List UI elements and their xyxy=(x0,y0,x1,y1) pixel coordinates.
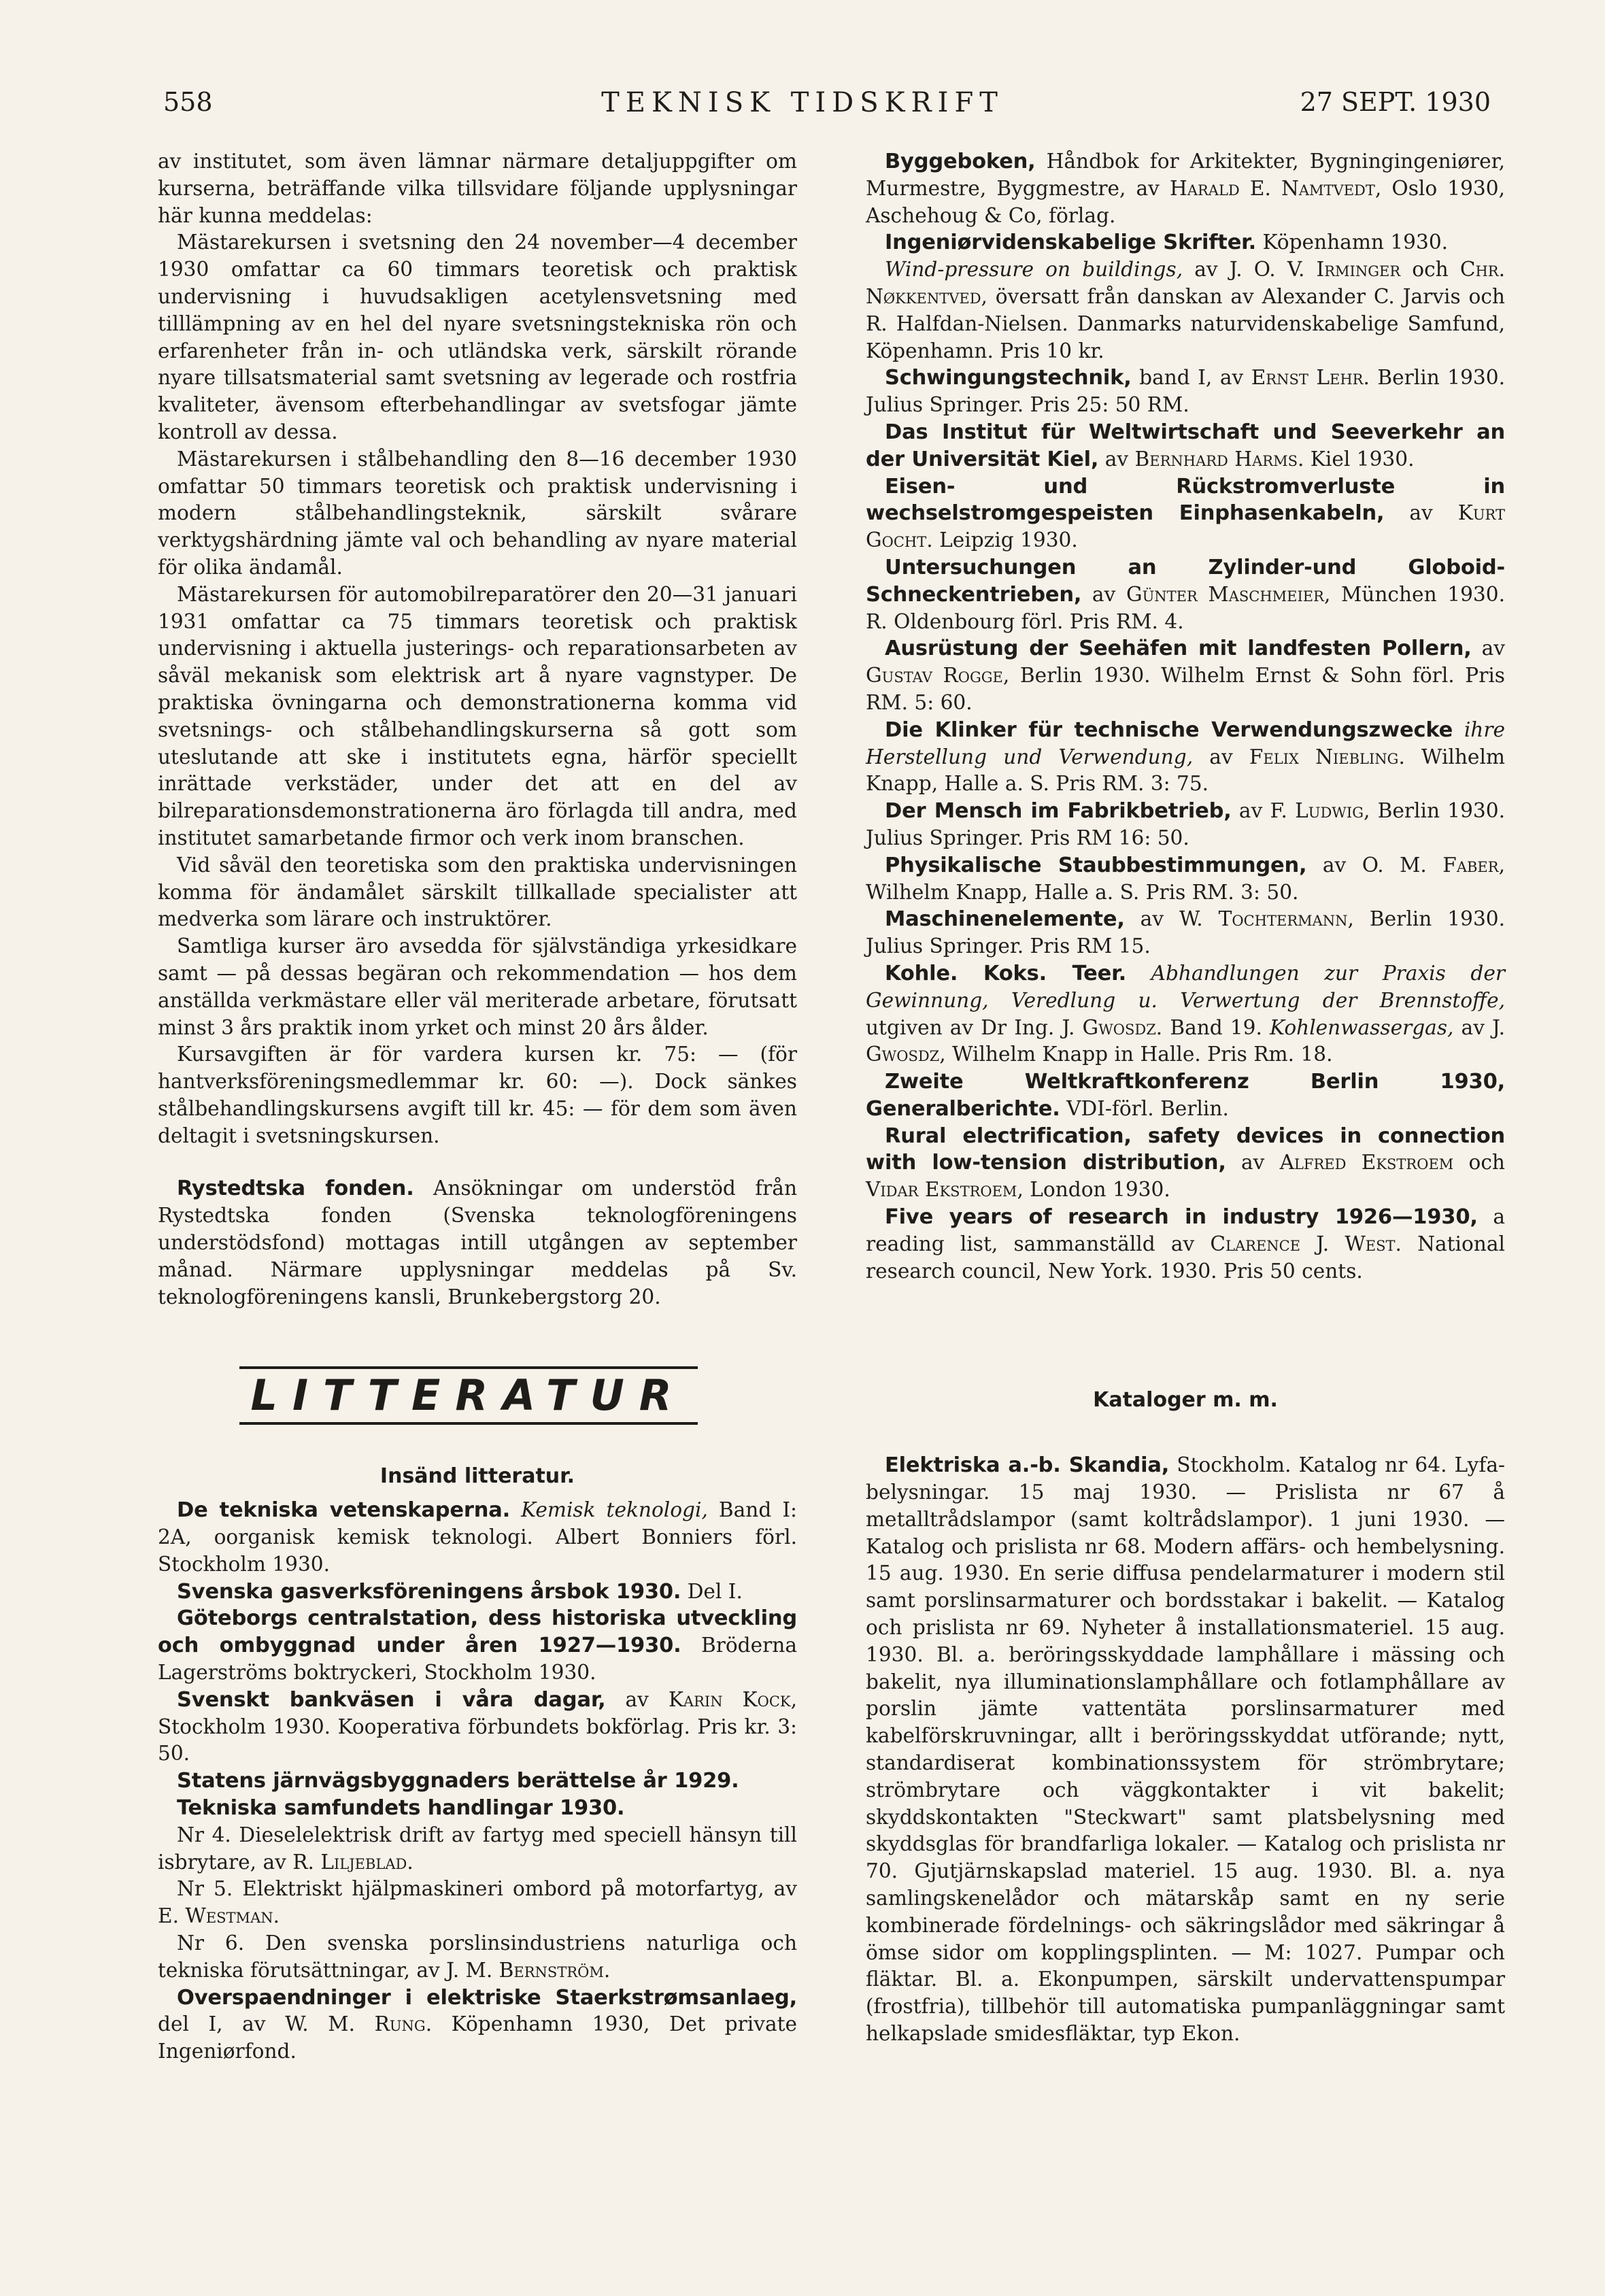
list-item: Göteborgs centralstation, dess historiska utveckling och ombyggnad under åren 1927—1930. Bröderna Lagerströms boktryckeri, Stockholm 1930. xyxy=(158,1606,797,1685)
entry-title: Rystedtska fonden. xyxy=(177,1177,414,1201)
paragraph: Mästarekursen för automobilreparatörer den 20—31 januari 1931 omfattar ca 75 timmars teoretisk och praktisk undervisning i aktuella justerings- och reparationsarbeten av såväl mekanisk som elektrisk art å nyare vagnstyper. De praktiska övningarna och demonstrationerna komma vid svetsnings- och stålbehandlingskurserna så gott som uteslutande att ske i institutets egna, härför speciellt inrättade verkstäder, under det att en del av bilreparationsdemonstrationerna äro förlagda till andra, med institutet samarbetande firmor och verk inom branschen. xyxy=(158,582,797,849)
list-item: De tekniska vetenskaperna. Kemisk teknologi, Band I: 2A, oorganisk kemisk teknologi. Albert Bonniers förl. Stockholm 1930. xyxy=(158,1498,797,1576)
list-item: Zweite Weltkraftkonferenz Berlin 1930, Generalberichte. VDI-förl. Berlin. xyxy=(866,1070,1505,1121)
subsection-title-kataloger: Kataloger m. m. xyxy=(1093,1388,1278,1413)
list-item: Nr 5. Elektriskt hjälpmaskineri ombord på motorfartyg, av E. Westman. xyxy=(158,1877,797,1928)
paragraph: Vid såväl den teoretiska som den praktiska undervisningen komma för ändamålet särskilt tillkallade specialister att medverka som lärare och instruktörer. xyxy=(158,853,797,931)
paragraph: Kursavgiften är för vardera kursen kr. 75: — (för hantverksföreningsmedlemmar kr. 60: —). Dock sänkes stålbehandlingskursens avgift till kr. 45: — för dem som även deltagit i svetsningskursen. xyxy=(158,1043,797,1147)
list-item: Nr 6. Den svenska porslinsindustriens naturliga och tekniska förutsättningar, av J. M. Bernström. xyxy=(158,1931,797,1982)
list-item: Physikalische Staubbestimmungen, av O. M. Faber, Wilhelm Knapp, Halle a. S. Pris RM. 3: 50. xyxy=(866,853,1505,904)
right-column xyxy=(866,148,1505,2048)
list-item: Ausrüstung der Seehäfen mit landfesten Pollern, av Gustav Rogge, Berlin 1930. Wilhelm Ernst & Sohn förl. Pris RM. 5: 60. xyxy=(866,637,1505,714)
issue-date: 27 SEPT. 1930 xyxy=(1300,87,1491,117)
list-item: Overspaendninger i elektriske Staerkstrømsanlaeg, del I, av W. M. Rung. Köpenhamn 1930, Det private Ingeniørfond. xyxy=(158,1985,798,2063)
list-item: Kohle. Koks. Teer. Abhandlungen zur Praxis der Gewinnung, Veredlung u. Verwertung der Brennstoffe, utgiven av Dr Ing. J. Gwosdz. Band 19. Kohlenwassergas, av J. Gwosdz, Wilhelm Knapp in Halle. Pris Rm. 18. xyxy=(866,961,1505,1066)
list-item: Tekniska samfundets handlingar 1930. xyxy=(177,1796,625,1821)
journal-title: TEKNISK TIDSKRIFT xyxy=(601,87,1004,118)
rystedt-paragraph: Rystedtska fonden. Ansökningar om understöd från Rystedtska fonden (Svenska teknologföreningens understödsfond) mottagas intill utgången av september månad. Närmare upplysningar meddelas på Sv. teknologföreningens kansli, Brunkebergstorg 20. xyxy=(158,1177,798,1309)
list-item: Ingeniørvidenskabelige Skrifter. Köpenhamn 1930. xyxy=(885,231,1449,255)
paragraph: Samtliga kurser äro avsedda för självständiga yrkesidkare samt — på dessas begäran och rekommendation — hos dem anställda verkmästare eller väl meriterade arbetare, förutsatt minst 3 års praktik inom yrket och minst 20 års ålder. xyxy=(158,934,797,1039)
list-item: Nr 4. Dieselelektrisk drift av fartyg med speciell hänsyn till isbrytare, av R. Liljeblad. xyxy=(158,1823,797,1874)
list-item: Wind-pressure on buildings, av J. O. V. Irminger och Chr. Nøkkentved, översatt från danskan av Alexander C. Jarvis och R. Halfdan-Nielsen. Danmarks naturvidenskabelige Samfund, Köpenhamn. Pris 10 kr. xyxy=(866,258,1505,362)
page-header xyxy=(0,87,1605,128)
list-item: Die Klinker für technische Verwendungszwecke ihre Herstellung und Verwendung, av Felix Niebling. Wilhelm Knapp, Halle a. S. Pris RM. 3: 75. xyxy=(866,718,1506,796)
list-item: Maschinenelemente, av W. Tochtermann, Berlin 1930. Julius Springer. Pris RM 15. xyxy=(866,907,1506,958)
page-number: 558 xyxy=(163,87,213,117)
list-item: Das Institut für Weltwirtschaft und Seeverkehr an der Universität Kiel, av Bernhard Harms. Kiel 1930. xyxy=(866,420,1505,471)
paragraph: Mästarekursen i svetsning den 24 november—4 december 1930 omfattar ca 60 timmars teoretisk och praktisk undervisning i huvudsakligen acetylensvetsning med tilllämpning av en hel del nyare svetsningstekniska rön och erfarenheter från in- och utländska verk, särskilt rörande nyare tillsatsmaterial samt svetsning av legerade och rostfria kvaliteter, ävensom efterbehandlingar av svetsfogar jämte kontroll av dessa. xyxy=(158,231,797,443)
paragraph: Mästarekursen i stålbehandling den 8—16 december 1930 omfattar 50 timmars teoretisk och praktisk undervisning i modern stålbehandlingsteknik, särskilt svårare verktygshärdning jämte val och behandling av nyare material för olika ändamål. xyxy=(158,447,797,579)
list-item: Der Mensch im Fabrikbetrieb, av F. Ludwig, Berlin 1930. Julius Springer. Pris RM 16: 50. xyxy=(866,799,1505,849)
left-column xyxy=(158,148,797,2065)
list-item: Untersuchungen an Zylinder-und Globoid-Schneckentrieben, av Günter Maschmeier, München 1930. R. Oldenbourg förl. Pris RM. 4. xyxy=(866,555,1505,633)
list-item: Eisen- und Rückstromverluste in wechselstromgespeisten Einphasenkabeln, av Kurt Gocht. Leipzig 1930. xyxy=(866,474,1505,552)
list-item: Five years of research in industry 1926—1930, a reading list, sammanställd av Clarence J. West. National research council, New York. 1930. Pris 50 cents. xyxy=(866,1205,1505,1283)
list-item: Statens järnvägsbyggnaders berättelse år 1929. xyxy=(177,1769,739,1793)
list-item: Svenskt bankväsen i våra dagar, av Karin Kock, Stockholm 1930. Kooperativa förbundets bokförlag. Pris kr. 3: 50. xyxy=(158,1687,798,1766)
list-item: Svenska gasverksföreningens årsbok 1930. Del I. xyxy=(177,1579,743,1604)
subsection-title: Insänd litteratur. xyxy=(379,1464,575,1489)
section-title-litteratur: LITTERATUR xyxy=(239,1366,698,1425)
list-item: Schwingungstechnik, band I, av Ernst Lehr. Berlin 1930. Julius Springer. Pris 25: 50 RM. xyxy=(866,366,1505,417)
catalog-paragraph: Elektriska a.-b. Skandia, Stockholm. Katalog nr 64. Lyfa-belysningar. 15 maj 1930. — Prislista nr 67 å metalltrådslampor (samt koltrådslampor). 1 juni 1930. — Katalog och prislista nr 68. Modern affärs- och hembelysning. 15 aug. 1930. En serie diffusa pendelarmaturer i modern stil samt porslinsarmaturer och bordsstakar i bakelit. — Katalog och prislista nr 69. Nyheter å installationsmateriel. 15 aug. 1930. Bl. a. beröringsskyddade lamphållare i mässing och bakelit, nya illuminationslamphållare och fotlamphållare av porslin jämte vattentäta porslinsarmaturer med kabelförskruvningar, allt i beröringsskyddat utförande; nytt, standardiserat kombinationssystem för strömbrytare; strömbrytare och väggkontakter i vit bakelit; skyddskontakten "Steckwart" samt platsbelysning med skyddsglas för brandfarliga lokaler. — Katalog och prislista nr 70. Gjutjärnskapslad materiel. 15 aug. 1930. Bl. a. nya samlingskenelådor och mätarskåp samt en ny serie kombinerade fördelnings- och säkringslådor med säkringar å ömse sidor om kopplingsplinten. — M: 1027. Pumpar och fläktar. Bl. a. Ekonpumpen, särskilt undervattenspumpar (frostfria), tillbehör till automatiska pumpanläggningar samt helkapslade smidesfläktar, typ Ekon. xyxy=(866,1453,1505,2045)
list-item: Byggeboken, Håndbok for Arkitekter, Bygningingeniører, Murmestre, Byggmestre, av Harald E. Namtvedt, Oslo 1930, Aschehoug & Co, förlag. xyxy=(866,150,1505,227)
list-item: Rural electrification, safety devices in connection with low-tension distribution, av Alfred Ekstroem och Vidar Ekstroem, London 1930. xyxy=(866,1124,1505,1202)
paragraph: av institutet, som även lämnar närmare detaljuppgifter om kurserna, beträffande vilka tillsvidare följande upplysningar här kunna meddelas: xyxy=(158,150,797,227)
